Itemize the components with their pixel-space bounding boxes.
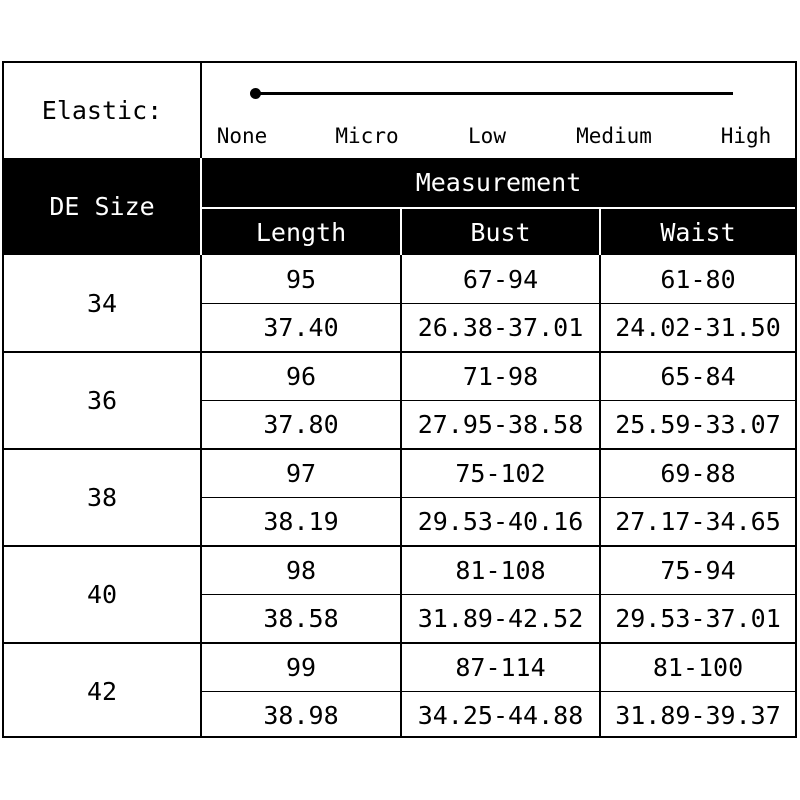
size-cell: 38: [86, 483, 118, 512]
measurement-group-header: Measurement: [415, 168, 582, 197]
elastic-level-marker: [250, 88, 261, 99]
length-inch-cell: 38.19: [263, 507, 339, 537]
length-cm-cell: 95: [285, 264, 317, 294]
elastic-level-micro: Micro: [335, 124, 399, 148]
unit-divider: [202, 497, 795, 499]
unit-divider: [202, 303, 795, 305]
bust-inch-cell: 27.95-38.58: [417, 410, 584, 440]
bust-inch-cell: 29.53-40.16: [417, 507, 584, 537]
elastic-level-high: High: [720, 124, 772, 148]
waist-inch-cell: 24.02-31.50: [615, 313, 781, 343]
waist-inch-cell: 31.89-39.37: [615, 701, 781, 731]
bust-cm-cell: 75-102: [455, 458, 546, 488]
length-inch-cell: 37.80: [263, 410, 339, 440]
bust-cm-cell: 81-108: [455, 555, 546, 585]
waist-cm-cell: 81-100: [652, 652, 744, 682]
length-cm-cell: 96: [285, 361, 317, 391]
elastic-level-medium: Medium: [576, 124, 652, 148]
elastic-label: Elastic:: [41, 96, 163, 125]
waist-cm-cell: 61-80: [660, 264, 736, 294]
column-divider: [599, 255, 601, 736]
column-divider: [200, 255, 202, 736]
unit-divider: [202, 594, 795, 596]
column-header-length: Length: [255, 217, 347, 247]
bust-cm-cell: 67-94: [462, 264, 539, 294]
length-cm-cell: 98: [285, 555, 317, 585]
length-inch-cell: 37.40: [263, 313, 339, 343]
column-header-waist: Waist: [660, 217, 736, 247]
length-cm-cell: 97: [285, 458, 317, 488]
size-column-header: DE Size: [49, 192, 155, 221]
waist-cm-cell: 75-94: [660, 555, 736, 585]
bust-inch-cell: 31.89-42.52: [417, 604, 584, 634]
elastic-level-none: None: [216, 124, 268, 148]
bust-inch-cell: 34.25-44.88: [417, 701, 584, 731]
unit-divider: [202, 691, 795, 693]
size-cell: 42: [86, 677, 118, 706]
length-inch-cell: 38.58: [263, 604, 339, 634]
column-divider: [200, 63, 202, 158]
waist-inch-cell: 29.53-37.01: [615, 604, 781, 634]
length-cm-cell: 99: [285, 652, 317, 682]
waist-inch-cell: 25.59-33.07: [615, 410, 781, 440]
unit-divider: [202, 400, 795, 402]
length-inch-cell: 38.98: [263, 701, 339, 731]
column-divider: [400, 255, 402, 736]
waist-cm-cell: 65-84: [660, 361, 736, 391]
size-cell: 36: [86, 386, 118, 415]
bust-inch-cell: 26.38-37.01: [417, 313, 584, 343]
elastic-scale-track: [255, 92, 733, 95]
column-header-bust: Bust: [470, 217, 531, 247]
size-cell: 34: [86, 289, 118, 318]
bust-cm-cell: 87-114: [455, 652, 546, 682]
elastic-level-low: Low: [468, 124, 506, 148]
waist-cm-cell: 69-88: [660, 458, 736, 488]
waist-inch-cell: 27.17-34.65: [615, 507, 781, 537]
size-cell: 40: [86, 580, 118, 609]
bust-cm-cell: 71-98: [462, 361, 539, 391]
